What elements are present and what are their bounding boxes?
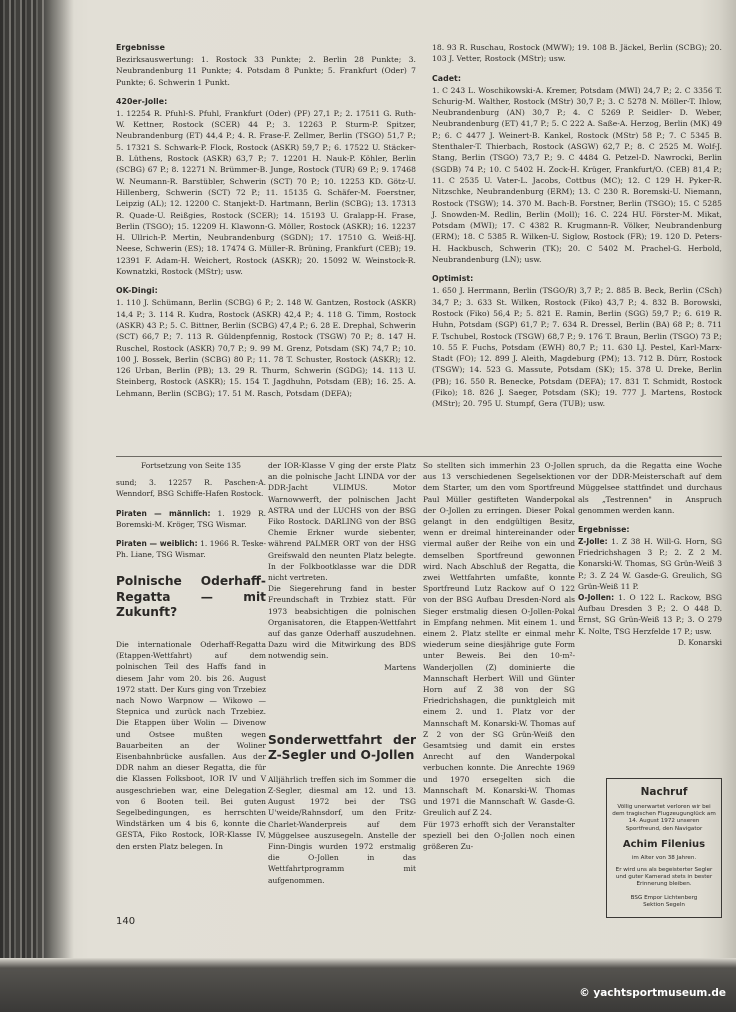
article-column-4 [578, 460, 722, 648]
results-author: D. Konarski [677, 637, 722, 647]
obituary-text: Völlig unerwartet verloren wir bei dem tragischen Flugzeugunglück am 14. August 1972 unseren Sportfreund, den Navigator [612, 804, 716, 832]
results-right-heading: Cadet: [432, 73, 461, 83]
article-body-oderhaff-cont2: Die Siegerehrung fand in bester Freundschaft in Trzbiez statt. Für 1973 beabsichtigen die polnischen Organisatoren, die Etappen-Wettfahrt auf das ganze Oderhaff auszudehnen. Dazu wird die Mitwirkung des BDS notwendig sein. [268, 584, 416, 661]
spacer [432, 65, 722, 73]
obituary-name: Achim Filenius [622, 838, 706, 850]
watermark-credit: © yachtsportmuseum.de [579, 987, 726, 999]
book-binding [0, 0, 44, 1012]
page-number: 140 [116, 916, 136, 927]
article-body-sonderwettfahrt: Alljährlich treffen sich im Sommer die Z-Segler, diesmal am 12. und 13. August 1972 bei der TSG U'weide/Rahnsdorf, um den Fritz-Charlet-Wanderpreis auf dem Müggelsee auszusegeln. Anstelle der Finn-Dingis wurden 1972 erstmalig die O-Jollen in das Wettfahrtprogramm mit aufgenommen. [268, 774, 416, 885]
results-left-heading: Ergebnisse [116, 43, 165, 52]
article-column-1 [116, 460, 266, 852]
obituary-box [606, 778, 722, 918]
obituary-age: im Alter von 38 Jahren. [631, 854, 697, 861]
results-left-paragraph: 1. 110 J. Schümann, Berlin (SCBG) 6 P.; 2. 148 W. Gantzen, Rostock (ASKR) 14,4 P.; 3. 114 R. Kudra, Rostock (ASKR) 42,4 P.; 4. 118 G. Timm, Rostock (ASKR) 43 P.; 5. C. Bittner, Berlin (SCBG) 47,4 P.; 6. 28 E. Drephal, Schwerin (SCT) 66,7 P.; 7. 113 R. Güldenpfennig, Rostock (TSGW) 70 P.; 8. 147 H. Ruschel, Rostock (ASKR) 70,7 P.; 9. 99 M. Grenz, Potsdam (SK) 74,7 P.; 10. 100 J. Bossek, Berlin (SCBG) 80 P.; 11. 78 T. Schuster, Rostock (ASKR); 12. 126 Urban, Berlin (PB); 13. 29 R. Thurm, Schwerin (SGDG); 14. 113 U. Steinberg, Rostock (ASKR); 15. 154 T. Jagdhuhn, Potsdam (EB); 16. 25. A. Lehmann, Berlin (SCBG); 17. 51 M. Rasch, Potsdam (DEFA); [116, 298, 416, 398]
results-right-paragraph: 1. 650 J. Herrmann, Berlin (TSGO/R) 3,7 P.; 2. 885 B. Beck, Berlin (CSch) 34,7 P.; 3. 633 St. Wilken, Rostock (Fiko) 43,7 P.; 4. 832 B. Borowski, Rostock (Fiko) 56,4 P.; 5. 821 E. Ramin, Berlin (SGG) 59,7 P.; 6. 619 R. Huhn, Potsdam (SGP) 61,7 P.; 7. 634 R. Dressel, Berlin (BA) 68 P.; 8. 711 F. Tschubel, Rostock (TSGW) 68,7 P.; 9. 176 T. Braun, Berlin (TSGO) 73 P.; 10. 55 F. Fuchs, Potsdam (EWH) 80,7 P.; 11. 630 LJ. Pestel, Karl-Marx-Stadt (FO); 12. 899 J. Aleith, Magdeburg (PM); 13. 712 B. Dürr, Rostock (TSGW); 14. 523 G. Massute, Potsdam (SK); 15. 378 U. Dreke, Berlin (PB); 16. 550 R. Benecke, Potsdam (DEFA); 17. 831 T. Schmidt, Rostock (Fiko); 18. 826 J. Saeger, Potsdam (SK); 19. 777 J. Martens, Rostock (MStr); 20. 795 U. Stumpf, Gera (TUB); usw. [432, 286, 722, 409]
section-divider [116, 456, 722, 457]
obituary-text-2: Er wird uns als begeisterter Segler und guter Kamerad stets in bester Erinnerung bleiben. [615, 867, 713, 888]
results-left-paragraph: 1. 12254 R. Pfuhl-S. Pfuhl, Frankfurt (Oder) (PF) 27,1 P.; 2. 17511 G. Ruth-W. Kettner, Rostock (SCER) 44 P.; 3. 12263 P. Sturm-P. Spitzer, Neubrandenburg (ET) 44,4 P.; 4. R. Frase-F. Zellmer, Berlin (TSGO) 51,7 P.; 5. 17321 S. Schwark-P. Flock, Rostock (ASKR) 59,7 P.; 6. 17522 U. Stäcker-B. Lüthens, Rostock (ASKR) 63,7 P.; 7. 12201 H. Nauk-P. Köhler, Berlin (SCBG) 67 P.; 8. 12271 N. Brümmer-B. Junge, Rostock (TUR) 69 P.; 9. 17468 W. Neumann-R. Barstübler, Schwerin (SCT) 70 P.; 10. 12253 KD. Götz-U. Hillenberg, Schwerin (SCT) 72 P.; 11. 15135 G. Schäfer-M. Foerstner, Leipzig (AL); 12. 12200 C. Stanjekt-D. Hartmann, Berlin (SCBG); 13. 17313 R. Quade-U. Reißgies, Rostock (SCER); 14. 15193 U. Gralapp-H. Frase, Berlin (TSGO); 15. 12209 H. Klawonn-G. Möller, Rostock (ASKR); 16. 12237 H. Ullrich-P. Mertin, Neubrandenburg (SGDN); 17. 17510 G. Weiß-HJ. Neese, Schwerin (ES); 18. 17474 G. Müller-R. Brüning, Frankfurt (CEB); 19. 12391 F. Adam-H. Weichert, Rostock (ASKR); 20. 15092 W. Weinstock-R. Kownatzki, Rostock (MStr); usw. [116, 108, 416, 277]
scan-bottom-edge [0, 958, 736, 1012]
page-edge-shadow [44, 0, 74, 1012]
article-author: Martens [384, 662, 416, 672]
results-column-right [432, 42, 722, 410]
results-right-paragraph: 1. C 243 L. Woschikowski-A. Kremer, Potsdam (MWI) 24,7 P.; 2. C 3356 T. Schurig-M. Walther, Rostock (MStr) 30,7 P.; 3. C 5278 N. Möller-T. Ihlow, Neubrandenburg (AN) 30,7 P.; 4. C 5269 P. Seidler- D. Weber, Neubrandenburg (ET) 41,7 P.; 5. C 222 A. Saße-A. Herzog, Berlin (MK) 49 P.; 6. C 4477 J. Weinert-B. Kankel, Rostock (MStr) 58 P.; 7. C 5345 B. Stenthaler-T. Thierbach, Rostock (ASGW) 62,7 P.; 8. C 2525 M. Wolf-J. Stang, Berlin (TSGO) 73,7 P.; 9. C 4484 G. Petzel-D. Nawrocki, Berlin (SGDB) 74 P.; 10. C 5402 H. Zock-H. Krüger, Frankfurt/O. (CEB) 81,4 P.; 11. C 2535 U. Vater-L. Jacobs, Cottbus (MC); 12. C 129 H. Pyker-R. Nitzschke, Neubrandenburg (ERM); 13. C 230 R. Boremski-U. Niemann, Rostock (TSGW); 14. 370 M. Bach-B. Forstner, Berlin (TSGO); 15. C 5285 J. Snowden-M. Redlin, Berlin (Moll); 16. C. 224 HU. Förster-M. Mikat, Potsdam (MWI); 17. C 4382 R. Krugmann-R. Völker, Neubrandenburg (ERM); 18. C 5385 R. Wilken-U. Siglow, Rostock (FR); 19. 120 D. Peters-H. Hackbusch, Schwerin (TK); 20. C 5402 M. Prachel-G. Herbold, Neubrandenburg (LN); usw. [432, 85, 722, 265]
results-right-heading: Optimist: [432, 274, 474, 284]
article-column-2 [268, 460, 416, 886]
article-body-oderhaff: Die internationale Oderhaff-Regatta (Etappen-Wettfahrt) auf dem polnischen Teil des Haffs fand in diesem Jahr vom 20. bis 26. August 1972 statt. Der Kurs ging von Trzebiez nach Nowo Warpnow — Wikowo — Stepnica und zurück nach Trzebiez. Die Etappen über Wolin — Divenow und Ostsee mußten wegen Bauarbeiten an der Woliner Eisenbahnbrücke ausfallen. Aus der DDR nahm an dieser Regatta, die für die Klassen Folksboot, IOR IV und V ausgeschrieben war, eine Delegation von 6 Booten teil. Bei guten Segelbedingungen, es herrschten Windstärken um 4 bis 6, konnte die GESTA, Fiko Rostock, IOR-Klasse IV, den ersten Platz belegen. In [116, 639, 266, 851]
results-column-left [116, 42, 416, 399]
article-headline-oderhaff: Polnische Oderhaff-Regatta — mit Zukunft? [116, 574, 266, 620]
article-body-sonderwettfahrt-cont: So stellten sich immerhin 23 O-Jollen aus 13 verschiedenen Segelsektionen dem Starter, um den vom Sportfreund Paul Müller gestifteten Wanderpokal der O-Jollen zu erringen. Dieser Pokal gelangt in den endgültigen Besitz, wenn er dreimal hintereinander oder viermal außer der Reihe von ein und demselben Sportfreund gewonnen wird. Nach Abschluß der Regatta, die zwei Wettfahrten umfaßte, konnte Sportfreund Lutz Rackow auf O 122 von der BSG Aufbau Dresden-Nord als Sieger erstmalig diesen O-Jollen-Pokal in Empfang nehmen. Mit einem 1. und einem 2. Platz stellte er einmal mehr wiederum seine diesjährige gute Form unter Beweis. Bei den 10-m²-Wanderjollen (Z) dominierte die Mannschaft Herbert Will und Günter Horn auf Z 38 von der SG Friedrichshagen, die punktgleich mit einem 2. und 1. Platz vor der Mannschaft M. Konarski-W. Thomas auf Z 2 von der SG Grün-Weiß den Gesamtsieg und damit ein erstes Anrecht auf den Wanderpokal verbuchen konnte. Die Anrechte 1969 und 1970 ersegelten sich die Mannschaft M. Konarski-W. Thomas und 1971 die Mannschaft W. Gasde-G. Greulich auf Z 24. [423, 461, 575, 818]
obituary-signature-1: BSG Empor Lichtenberg [630, 894, 698, 901]
result-pirat-male: Piraten — männlich: 1. 1929 R. Boremski-M. Kröger, TSG Wismar. [116, 508, 266, 529]
obituary-signature-2: Sektion Segeln [643, 901, 685, 908]
article-column-3 [423, 460, 575, 852]
obituary-title: Nachruf [640, 786, 688, 798]
article-body-oderhaff-cont: der IOR-Klasse V ging der erste Platz an die polnische Jacht LINDA vor der DDR-Jacht VLIMUS. Motor Warnowwerft, der polnischen Jacht ASTRA und der LUCHS von der BSG Fiko Rostock. DARLING von der BSG Chemie Erkner wurde siebenter, während PALMER ORT von der HSG Greifswald den neunten Platz belegte. In der Folkbootklasse war die DDR nicht vertreten. [268, 461, 416, 583]
spacer [432, 265, 722, 273]
spacer [116, 277, 416, 285]
results-left-paragraph: Bezirksauswertung: 1. Rostock 33 Punkte; 2. Berlin 28 Punkte; 3. Neubrandenburg 11 Punkte; 4. Potsdam 8 Punkte; 5. Frankfurt (Oder) 7 Punkte; 6. Schwerin 1 Punkt. [116, 55, 416, 87]
result-z-jolle: Z-Jolle: 1. Z 38 H. Will-G. Horn, SG Friedrichshagen 3 P.; 2. Z 2 M. Konarski-W. Thomas, SG Grün-Weiß 3 P.; 3. Z 24 W. Gasde-G. Greulich, SG Grün-Weiß 11 P. [578, 537, 722, 591]
article-body-sonderwettfahrt-cont2: Für 1973 erhofft sich der Veranstalter speziell bei den O-Jollen noch einen größeren Zu- [423, 819, 575, 851]
result-text: sund; 3. 12257 R. Paschen-A. Wenndorf, BSG Schiffe-Hafen Rostock. [116, 478, 266, 499]
results-left-heading: OK-Dingi: [116, 286, 158, 296]
result-o-jollen: O-Jollen: 1. O 122 L. Rackow, BSG Aufbau Dresden 3 P.; 2. O 448 D. Ernst, SG Grün-Weiß 13 P.; 3. O 279 K. Nolte, TSG Herzfelde 17 P.; usw. [578, 593, 722, 636]
result-pirat-female: Piraten — weiblich: 1. 1966 R. Teske-Ph. Liane, TSG Wismar. [116, 539, 266, 560]
results-left-heading: 420er-Jolle: [116, 96, 168, 106]
spacer [116, 88, 416, 96]
article-headline-sonderwettfahrt: Sonderwettfahrt der Z-Segler und O-Jollen [268, 732, 416, 763]
article-body-sonderwettfahrt-end: spruch, da die Regatta eine Woche vor der DDR-Meisterschaft auf dem Müggelsee stattfindet und durchaus als „Testrennen" in Anspruch genommen werden kann. [578, 461, 722, 515]
continuation-note: Fortsetzung von Seite 135 [140, 461, 242, 470]
results-heading: Ergebnisse: [578, 525, 630, 535]
results-right-paragraph: 18. 93 R. Ruschau, Rostock (MWW); 19. 108 B. Jäckel, Berlin (SCBG); 20. 103 J. Vetter, Rostock (MStr); usw. [432, 43, 722, 64]
